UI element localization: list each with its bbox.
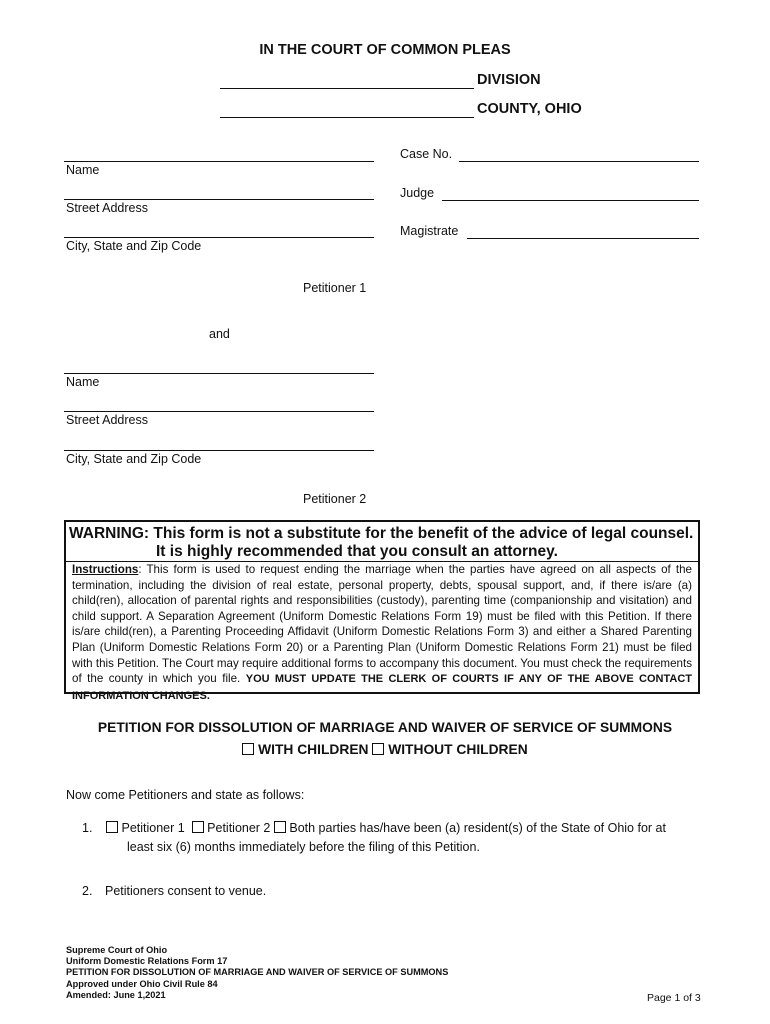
magistrate-label: Magistrate	[400, 224, 459, 238]
footer-line-3: PETITION FOR DISSOLUTION OF MARRIAGE AND WAIVER OF SERVICE OF SUMMONS	[66, 967, 449, 978]
warning-box	[64, 520, 700, 702]
petitioner2-name-field[interactable]	[64, 355, 374, 374]
footer-line-2: Uniform Domestic Relations Form 17	[66, 956, 228, 967]
footer-line-1: Supreme Court of Ohio	[66, 945, 168, 955]
instructions-label: Instructions	[72, 563, 139, 576]
petitioner1-name-field[interactable]	[64, 143, 374, 162]
county-label: COUNTY, OHIO	[477, 101, 582, 117]
footer-block	[66, 945, 448, 1001]
item1-both-text: Both parties has/have been (a) resident(s) of the State of Ohio for at	[289, 821, 666, 835]
without-children-label: WITHOUT CHILDREN	[388, 742, 528, 757]
item1-petitioner1-label: Petitioner 1	[121, 821, 185, 835]
warning-title: WARNING: This form is not a substitute for the benefit of the advice of legal counsel.	[69, 525, 694, 542]
page-number: Page 1 of 3	[647, 992, 701, 1004]
division-field[interactable]	[220, 70, 474, 89]
petitioner1-street-label: Street Address	[66, 201, 148, 215]
petitioner2-name-label: Name	[66, 375, 100, 389]
intro-text: Now come Petitioners and state as follows:	[66, 788, 305, 802]
petitioner1-label: Petitioner 1	[303, 281, 367, 295]
and-text: and	[209, 327, 230, 341]
item1-number: 1.	[82, 821, 93, 835]
petitioner2-label: Petitioner 2	[303, 492, 367, 506]
petitioner2-street-label: Street Address	[66, 413, 148, 427]
with-children-checkbox[interactable]	[242, 743, 254, 755]
petitioner1-street-field[interactable]	[64, 181, 374, 200]
petitioner2-street-field[interactable]	[64, 393, 374, 412]
item2-text: Petitioners consent to venue.	[105, 884, 267, 898]
case-no-label: Case No.	[400, 147, 453, 161]
footer-line-5: Amended: June 1,2021	[66, 989, 166, 1000]
magistrate-field[interactable]	[467, 220, 699, 239]
division-label: DIVISION	[477, 72, 541, 88]
instructions-text: : This form is used to request ending the marriage when the parties have agreed on all aspects of the termination, including the division of real estate, personal property, debts, spousal support, and, if there is/are (a) child(ren), allocation of parental rights and responsibilities (custody), parenting time (companionship and visitation) and child support. A Separation Agreement (Uniform Domestic Relations Form 19) must be filed with this Petition. If there is/are child(ren), a Parenting Proceeding Affidavit (Uniform Domestic Relations Form 3) and either a Shared Parenting Plan (Uniform Domestic Relations Form 20) or a Parenting Plan (Uniform Domestic Relations Form 21) must be filed with this Petition. The Court may require additional forms to accompany this document. You must check the requirements of the county in which you file.	[72, 563, 692, 686]
footer-line-4: Approved under Ohio Civil Rule 84	[66, 978, 218, 989]
item1-petitioner1-checkbox[interactable]	[106, 821, 118, 833]
instructions-bold-text: YOU MUST UPDATE THE CLERK OF COURTS IF ANY OF THE ABOVE CONTACT INFORMATION CHANGES.	[72, 673, 692, 702]
county-field[interactable]	[220, 99, 474, 118]
item2-number: 2.	[82, 884, 93, 898]
petitioner2-city-field[interactable]	[64, 432, 374, 451]
petitioner1-city-label: City, State and Zip Code	[66, 239, 202, 253]
item1-both-checkbox[interactable]	[274, 821, 286, 833]
case-no-field[interactable]	[459, 143, 699, 162]
petitioner2-city-label: City, State and Zip Code	[66, 452, 202, 466]
petition-title: PETITION FOR DISSOLUTION OF MARRIAGE AND WAIVER OF SERVICE OF SUMMONS	[97, 720, 673, 735]
court-title: IN THE COURT OF COMMON PLEAS	[259, 42, 511, 58]
item1-petitioner2-checkbox[interactable]	[192, 821, 204, 833]
warning-subtitle: It is highly recommended that you consult an attorney.	[156, 543, 558, 560]
petitioner1-name-label: Name	[66, 163, 100, 177]
judge-label: Judge	[400, 186, 435, 200]
judge-field[interactable]	[442, 182, 699, 201]
with-children-label: WITH CHILDREN	[258, 742, 369, 757]
instructions-paragraph	[72, 562, 692, 704]
without-children-checkbox[interactable]	[372, 743, 384, 755]
item1-line1	[106, 821, 666, 835]
item1-petitioner2-label: Petitioner 2	[207, 821, 271, 835]
children-options	[0, 742, 770, 757]
petitioner1-city-field[interactable]	[64, 219, 374, 238]
item1-line2: least six (6) months immediately before the filing of this Petition.	[127, 840, 480, 854]
